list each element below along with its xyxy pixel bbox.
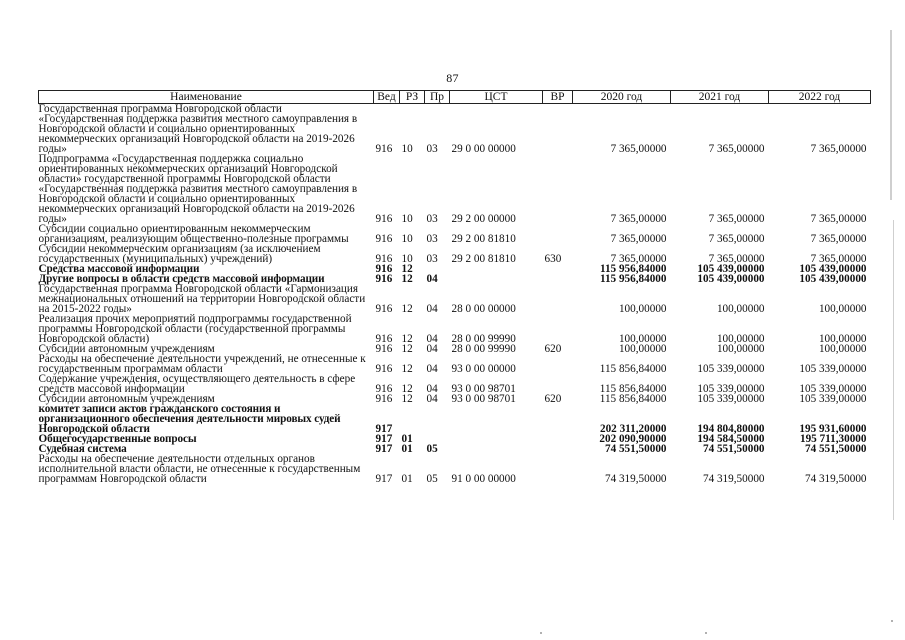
cell-ved: 916 xyxy=(375,383,393,395)
cell-2022: 105 339,00000 xyxy=(799,383,867,395)
cell-vr xyxy=(543,434,573,444)
cell-name: Субсидии автономным учреждениям xyxy=(38,393,215,405)
table-row xyxy=(39,224,871,244)
cell-2021: 105 339,00000 xyxy=(697,383,765,395)
cell-cst: 28 0 00 99990 xyxy=(451,343,516,355)
cell-name: Субсидии социально ориентированным некоммерческим организациям, реализующим общественно-полезные программы xyxy=(38,223,349,245)
table-row xyxy=(39,154,871,224)
cell-cst xyxy=(450,444,543,454)
table-body xyxy=(39,104,871,485)
cell-vr xyxy=(543,264,573,274)
cell-name: Государственная программа Новгородской области «Гармонизация межнациональных отношений на территории Новгородской области на 2015-2022 годы» xyxy=(38,283,366,315)
cell-2021: 100,00000 xyxy=(716,343,765,355)
cell-2020: 100,00000 xyxy=(618,343,667,355)
cell-2020: 100,00000 xyxy=(618,303,667,315)
header-name: Наименование xyxy=(39,91,374,104)
budget-table xyxy=(38,90,871,484)
cell-cst xyxy=(450,404,543,434)
cell-cst xyxy=(450,264,543,274)
cell-rz: 10 xyxy=(401,253,413,265)
cell-2022: 195 711,30000 xyxy=(799,433,867,445)
cell-cst: 29 2 00 00000 xyxy=(451,213,516,225)
cell-vr xyxy=(543,404,573,434)
cell-vr xyxy=(543,274,573,284)
scan-speck xyxy=(891,620,893,622)
cell-vr xyxy=(543,224,573,244)
cell-pr: 04 xyxy=(426,333,438,345)
cell-ved: 916 xyxy=(375,393,393,405)
cell-ved: 916 xyxy=(375,213,393,225)
cell-pr: 04 xyxy=(426,303,438,315)
cell-name: Реализация прочих мероприятий подпрограммы государственной программы Новгородской области (государственной программы Новгородской области) xyxy=(38,313,352,345)
cell-name: Государственная программа Новгородской области «Государственная поддержка развития местного самоуправления в Новгородской области и социально ориентированных некоммерческих организаций Новгородской области на 2019-2026 годы» xyxy=(38,103,358,155)
cell-2022: 7 365,00000 xyxy=(810,233,867,245)
table-row xyxy=(39,104,871,155)
cell-rz: 10 xyxy=(401,233,413,245)
cell-name: Субсидии некоммерческим организациям (за исключением государственных (муниципальных) учреждений) xyxy=(38,243,321,265)
cell-name: Средства массовой информации xyxy=(38,263,200,275)
cell-2021: 7 365,00000 xyxy=(708,213,765,225)
cell-pr: 03 xyxy=(426,213,438,225)
cell-2021: 7 365,00000 xyxy=(708,233,765,245)
cell-2021: 194 804,80000 xyxy=(697,423,765,435)
cell-2022: 105 339,00000 xyxy=(799,393,867,405)
cell-ved: 916 xyxy=(375,273,393,285)
cell-vr: 620 xyxy=(544,343,562,355)
cell-pr: 05 xyxy=(426,473,438,485)
table-row xyxy=(39,244,871,264)
cell-vr xyxy=(543,444,573,454)
cell-2021: 7 365,00000 xyxy=(708,143,765,155)
cell-pr: 04 xyxy=(426,343,438,355)
cell-vr xyxy=(543,374,573,394)
header-vr: ВР xyxy=(543,91,573,104)
header-cst: ЦСТ xyxy=(450,91,543,104)
cell-2022: 7 365,00000 xyxy=(810,253,867,265)
cell-ved: 917 xyxy=(375,443,393,455)
scan-edge-mark xyxy=(890,30,892,200)
table-row xyxy=(39,354,871,374)
cell-rz: 12 xyxy=(401,303,413,315)
cell-name: Другие вопросы в области средств массовой информации xyxy=(38,273,325,285)
cell-name: Субсидии автономным учреждениям xyxy=(38,343,215,355)
cell-vr: 630 xyxy=(544,253,562,265)
cell-2022: 105 439,00000 xyxy=(799,273,867,285)
cell-2022: 100,00000 xyxy=(818,303,867,315)
cell-ved: 916 xyxy=(375,303,393,315)
cell-rz: 01 xyxy=(401,473,413,485)
header-pr: Пр xyxy=(425,91,450,104)
cell-vr xyxy=(543,354,573,374)
cell-ved: 916 xyxy=(375,143,393,155)
cell-2020: 115 856,84000 xyxy=(599,363,667,375)
cell-name: Содержание учреждения, осуществляющего деятельность в сфере средств массовой информации xyxy=(38,373,356,395)
cell-cst: 28 0 00 99990 xyxy=(451,333,516,345)
cell-2020: 115 956,84000 xyxy=(599,263,667,275)
cell-2020: 202 311,20000 xyxy=(599,423,667,435)
header-ved: Вед xyxy=(374,91,400,104)
cell-name: комитет записи актов гражданского состояния и организационного обеспечения деятельности мировых судей Новгородской области xyxy=(38,403,341,435)
cell-2020: 7 365,00000 xyxy=(610,143,667,155)
header-2022: 2022 год xyxy=(769,91,871,104)
cell-cst: 29 2 00 81810 xyxy=(451,233,516,245)
cell-name: Общегосударственные вопросы xyxy=(38,433,197,445)
scan-edge-mark xyxy=(893,220,894,520)
cell-2021: 105 439,00000 xyxy=(697,263,765,275)
cell-2022: 7 365,00000 xyxy=(810,143,867,155)
cell-vr xyxy=(543,454,573,484)
cell-2021: 74 551,50000 xyxy=(702,443,765,455)
cell-2022: 105 339,00000 xyxy=(799,363,867,375)
cell-ved: 917 xyxy=(375,423,393,435)
cell-ved: 916 xyxy=(375,233,393,245)
scan-speck xyxy=(540,632,542,634)
cell-cst: 93 0 00 00000 xyxy=(451,363,516,375)
cell-cst xyxy=(450,274,543,284)
header-2021: 2021 год xyxy=(671,91,769,104)
cell-name: Подпрограмма «Государственная поддержка социально ориентированных некоммерческих организаций Новгородской области» государственной программы Новгородской области «Государственная поддержка развития местного самоуправления в Новгородской области и социально ориентированных некоммерческих организаций Новгородской области на 2019-2026 годы» xyxy=(38,153,358,225)
cell-ved: 916 xyxy=(375,363,393,375)
cell-2022: 7 365,00000 xyxy=(810,213,867,225)
cell-rz: 01 xyxy=(401,443,413,455)
cell-name: Расходы на обеспечение деятельности отдельных органов исполнительной власти области, не отнесенные к государственным программам Новгородской области xyxy=(38,453,361,485)
cell-rz: 10 xyxy=(401,213,413,225)
scan-speck xyxy=(705,632,707,634)
cell-2020: 74 551,50000 xyxy=(604,443,667,455)
header-rz: РЗ xyxy=(400,91,425,104)
cell-2022: 100,00000 xyxy=(818,343,867,355)
cell-rz: 12 xyxy=(401,383,413,395)
cell-pr xyxy=(425,404,450,434)
cell-2021: 100,00000 xyxy=(716,333,765,345)
cell-rz: 01 xyxy=(401,433,413,445)
cell-2021: 105 339,00000 xyxy=(697,393,765,405)
cell-rz: 12 xyxy=(401,363,413,375)
cell-2020: 202 090,90000 xyxy=(599,433,667,445)
cell-pr: 05 xyxy=(426,443,438,455)
cell-2020: 7 365,00000 xyxy=(610,253,667,265)
header-2020: 2020 год xyxy=(573,91,671,104)
cell-2020: 7 365,00000 xyxy=(610,233,667,245)
cell-vr: 620 xyxy=(544,393,562,405)
table-row xyxy=(39,314,871,344)
cell-rz: 12 xyxy=(401,333,413,345)
cell-pr: 04 xyxy=(426,273,438,285)
cell-ved: 916 xyxy=(375,333,393,345)
cell-vr xyxy=(543,284,573,314)
cell-vr xyxy=(543,154,573,224)
cell-cst xyxy=(450,434,543,444)
cell-cst: 91 0 00 00000 xyxy=(451,473,516,485)
cell-rz: 12 xyxy=(401,393,413,405)
table-row xyxy=(39,404,871,434)
cell-2022: 100,00000 xyxy=(818,333,867,345)
cell-ved: 916 xyxy=(375,253,393,265)
cell-cst: 29 0 00 00000 xyxy=(451,143,516,155)
cell-vr xyxy=(543,314,573,344)
cell-pr: 03 xyxy=(426,143,438,155)
cell-pr: 04 xyxy=(426,393,438,405)
cell-2020: 115 856,84000 xyxy=(599,383,667,395)
page-number: 87 xyxy=(446,71,459,85)
cell-2021: 100,00000 xyxy=(716,303,765,315)
cell-2022: 74 319,50000 xyxy=(804,473,867,485)
cell-ved: 916 xyxy=(375,343,393,355)
cell-2022: 74 551,50000 xyxy=(804,443,867,455)
cell-name: Судебная система xyxy=(38,443,127,455)
cell-2020: 115 856,84000 xyxy=(599,393,667,405)
cell-pr: 03 xyxy=(426,233,438,245)
cell-2022: 195 931,60000 xyxy=(799,423,867,435)
table-row xyxy=(39,454,871,484)
cell-2021: 105 339,00000 xyxy=(697,363,765,375)
cell-2020: 100,00000 xyxy=(618,333,667,345)
cell-name: Расходы на обеспечение деятельности учреждений, не отнесенные к государственным программам области xyxy=(38,353,366,375)
cell-cst: 93 0 00 98701 xyxy=(451,393,516,405)
cell-vr xyxy=(543,104,573,155)
cell-rz xyxy=(400,404,425,434)
cell-cst: 93 0 00 98701 xyxy=(451,383,516,395)
table-header-row xyxy=(39,91,871,104)
cell-ved: 917 xyxy=(375,473,393,485)
cell-cst: 29 2 00 81810 xyxy=(451,253,516,265)
table-row xyxy=(39,284,871,314)
cell-2020: 115 956,84000 xyxy=(599,273,667,285)
cell-ved: 917 xyxy=(375,433,393,445)
cell-2021: 7 365,00000 xyxy=(708,253,765,265)
cell-rz: 12 xyxy=(401,343,413,355)
cell-2021: 105 439,00000 xyxy=(697,273,765,285)
cell-rz: 10 xyxy=(401,143,413,155)
cell-2021: 194 584,50000 xyxy=(697,433,765,445)
cell-pr: 03 xyxy=(426,253,438,265)
cell-2020: 7 365,00000 xyxy=(610,213,667,225)
cell-ved: 916 xyxy=(375,263,393,275)
cell-2021: 74 319,50000 xyxy=(702,473,765,485)
cell-pr: 04 xyxy=(426,383,438,395)
cell-rz: 12 xyxy=(401,263,413,275)
table-row xyxy=(39,374,871,394)
cell-rz: 12 xyxy=(401,273,413,285)
cell-2020: 74 319,50000 xyxy=(604,473,667,485)
cell-2022: 105 439,00000 xyxy=(799,263,867,275)
cell-pr: 04 xyxy=(426,363,438,375)
cell-cst: 28 0 00 00000 xyxy=(451,303,516,315)
